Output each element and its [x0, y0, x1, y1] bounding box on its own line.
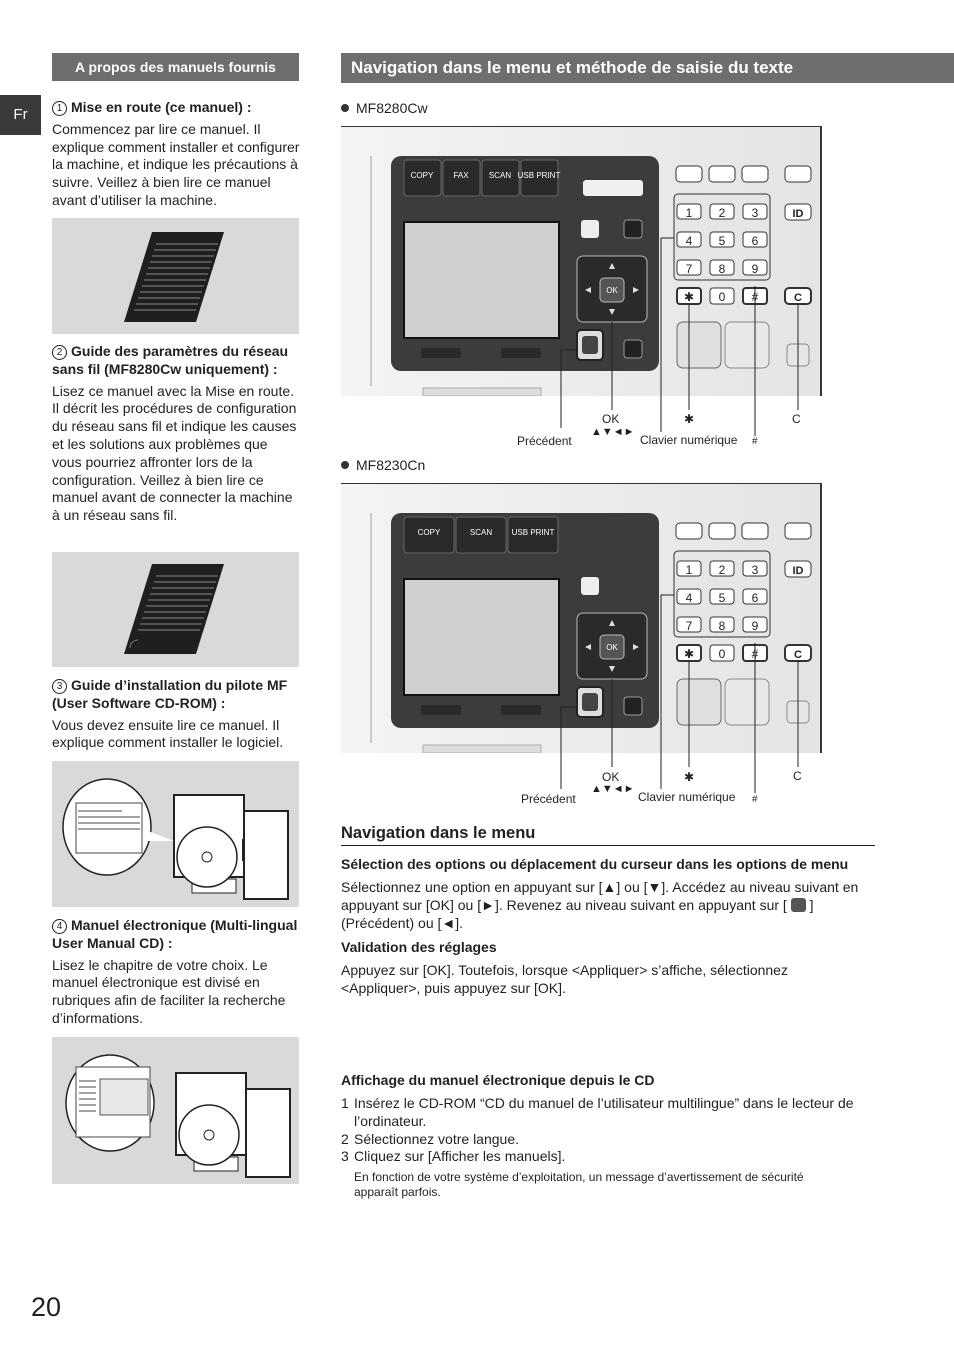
mode-key-usb-print: USB PRINT	[517, 171, 561, 180]
mode-key-usb-print: USB PRINT	[511, 528, 555, 537]
callout-ok: OK	[602, 770, 620, 784]
callout-star: ✱	[684, 770, 695, 784]
key-7: 7	[685, 619, 693, 633]
sub-title-cd: Affichage du manuel électronique depuis le CD	[341, 1072, 655, 1088]
key-star: ✱	[683, 647, 695, 661]
cd-steps-list	[341, 1095, 881, 1166]
manual-item-1	[52, 99, 300, 210]
back-button-icon	[791, 898, 806, 912]
sub-title-selection: Sélection des options ou déplacement du curseur dans les options de menu	[341, 856, 849, 872]
callout-precedent: Précédent	[521, 792, 576, 806]
language-tab: Fr	[0, 95, 41, 135]
key-c: C	[794, 292, 802, 304]
key-8: 8	[718, 262, 726, 276]
key-8: 8	[718, 619, 726, 633]
ok-key: OK	[606, 286, 618, 295]
manual-booklet-illustration	[52, 218, 299, 334]
mode-key-scan: SCAN	[469, 528, 493, 537]
manual-item-title: 4 Manuel électronique (Multi-lingual User Manual CD) :	[52, 917, 298, 951]
key-hash: #	[751, 647, 759, 661]
manual-item-body: Commencez par lire ce manuel. Il explique comment installer et configurer la machine, et indique les précautions à suivre. Veillez à bien lire ce manuel avant d’utiliser la machine.	[52, 120, 300, 208]
key-6: 6	[751, 234, 759, 248]
mode-key-copy: COPY	[417, 528, 441, 537]
callout-c: C	[793, 769, 802, 783]
key-id: ID	[792, 565, 804, 577]
manual-item-2	[52, 343, 300, 525]
wireless-guide-illustration	[52, 552, 299, 667]
key-4: 4	[685, 234, 693, 248]
manual-item-title: 3 Guide d’installation du pilote MF (User Software CD-ROM) :	[52, 677, 288, 711]
key-3: 3	[751, 206, 759, 220]
control-panel-mf8280cw	[341, 126, 824, 396]
callout-ok: OK	[602, 412, 620, 426]
manual-item-body: Lisez le chapitre de votre choix. Le manuel électronique est divisé en rubriques afin de faciliter la recherche d’informations.	[52, 956, 286, 1026]
nav-section-title: Navigation dans le menu	[341, 824, 875, 846]
ok-key: OK	[606, 643, 618, 652]
model-label-mf8280cw: MF8280Cw	[341, 100, 428, 116]
mode-key-fax: FAX	[453, 171, 469, 180]
manual-item-3	[52, 677, 300, 752]
callout-hash: #	[752, 794, 758, 805]
mode-key-copy: COPY	[410, 171, 434, 180]
key-1: 1	[685, 563, 693, 577]
callout-arrows: ▲▼◄►	[591, 426, 635, 438]
key-5: 5	[718, 591, 726, 605]
key-c: C	[794, 649, 802, 661]
mode-key-scan: SCAN	[488, 171, 512, 180]
key-hash: #	[751, 290, 759, 304]
manual-item-title: 1 Mise en route (ce manuel) :	[52, 99, 300, 117]
key-9: 9	[751, 619, 759, 633]
key-0: 0	[718, 647, 726, 661]
key-id: ID	[792, 208, 804, 220]
key-9: 9	[751, 262, 759, 276]
key-0: 0	[718, 290, 726, 304]
sub-title-validation: Validation des réglages	[341, 939, 497, 955]
electronic-manual-illustration	[52, 1037, 299, 1184]
page-number: 20	[31, 1292, 62, 1322]
manual-item-body: Lisez ce manuel avec la Mise en route. Il décrit les procédures de configuration du réseau sans fil et indique les causes et les solutions aux problèmes que vous pourriez affronter lors de la configuration. Veillez à bien lire ce manuel avant de connecter la machine à un réseau sans fil.	[52, 382, 297, 524]
right-section-header: Navigation dans le menu et méthode de saisie du texte	[341, 53, 954, 83]
callout-hash: #	[752, 436, 758, 447]
key-6: 6	[751, 591, 759, 605]
sub-body-selection: Sélectionnez une option en appuyant sur [▲] ou [▼]. Accédez au niveau suivant en appuyant sur [OK] ou [►]. Revenez au niveau suivant en appuyant sur [ ] (Précédent) ou [◄].	[341, 879, 859, 931]
step-3: 3 Cliquez sur [Afficher les manuels].	[341, 1148, 566, 1165]
callout-c: C	[792, 412, 801, 426]
callout-precedent: Précédent	[517, 434, 572, 448]
model-label-mf8230cn: MF8230Cn	[341, 457, 425, 473]
sub-body-validation: Appuyez sur [OK]. Toutefois, lorsque <Appliquer> s’affiche, sélectionnez <Appliquer>, puis appuyez sur [OK].	[341, 962, 788, 996]
key-star: ✱	[683, 290, 695, 304]
callout-arrows: ▲▼◄►	[591, 783, 635, 795]
callout-clavier: Clavier numérique	[638, 790, 736, 804]
driver-cd-illustration	[52, 761, 299, 907]
security-note: En fonction de votre système d’exploitation, un message d’avertissement de sécurité apparaît parfois.	[354, 1170, 804, 1199]
callout-clavier: Clavier numérique	[640, 433, 738, 447]
manual-item-body: Vous devez ensuite lire ce manuel. Il explique comment installer le logiciel.	[52, 716, 284, 751]
manual-item-4	[52, 917, 300, 1028]
key-5: 5	[718, 234, 726, 248]
manual-item-title: 2 Guide des paramètres du réseau sans fil (MF8280Cw uniquement) :	[52, 343, 289, 377]
left-section-header: A propos des manuels fournis	[52, 53, 299, 81]
key-2: 2	[718, 206, 726, 220]
callout-star: ✱	[684, 412, 695, 426]
step-1: 1 Insérez le CD-ROM “CD du manuel de l’utilisateur multilingue” dans le lecteur de l’ordinateur.	[341, 1095, 854, 1129]
key-2: 2	[718, 563, 726, 577]
control-panel-mf8230cn	[341, 483, 824, 753]
key-1: 1	[685, 206, 693, 220]
step-2: 2 Sélectionnez votre langue.	[341, 1130, 519, 1147]
key-4: 4	[685, 591, 693, 605]
key-3: 3	[751, 563, 759, 577]
key-7: 7	[685, 262, 693, 276]
